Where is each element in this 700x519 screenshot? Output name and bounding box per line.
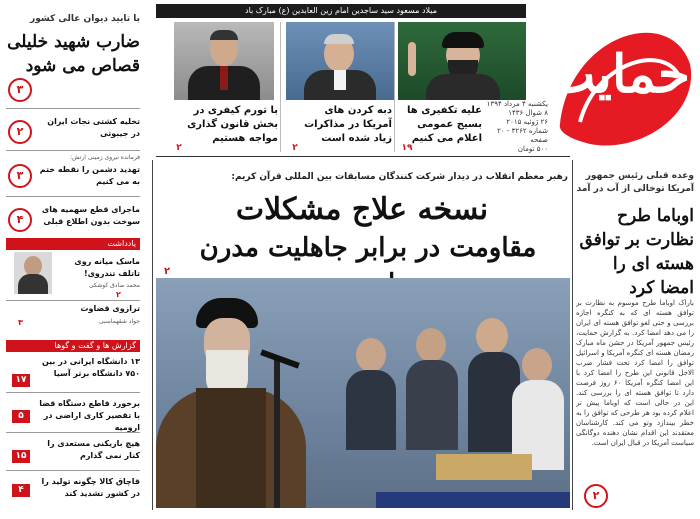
photo-leader [156, 278, 570, 508]
report-2-page: ۵ [12, 410, 30, 423]
note-2-page: ۳ [18, 318, 23, 327]
photo-bahonar [286, 22, 394, 100]
date-line-3: ۲۶ ژوئیه ۲۰۱۵ [506, 118, 548, 126]
report-1-page: ۱۷ [12, 374, 30, 387]
top-story-3[interactable]: با تورم کیفری در بخش قانون گذاری مواجه هستیم [187, 105, 278, 144]
report-3[interactable]: هیچ بازیکنی مستعدی را کنار نمی گذارم [47, 439, 140, 460]
left-item-2[interactable]: تهدید دشمن را نقطه ختم به می کنیم [39, 165, 140, 186]
main-story-headline-1[interactable]: نسخه علاج مشکلات [235, 192, 489, 227]
main-story-headline-2[interactable]: مقاومت در برابر جاهلیت مدرن [199, 233, 537, 263]
note-1-author: محمد صادق کوشکی [88, 282, 140, 289]
left-headline[interactable]: ضارب شهید خلیلی قصاص می شود [7, 32, 140, 76]
top-story-1-page: ۱۹ [401, 143, 413, 153]
reports-header: گزارش ها و گفت و گوها [6, 340, 140, 352]
note-2-author: جواد شقهماسبی [98, 318, 140, 325]
report-4-page: ۴ [12, 484, 30, 497]
price: ۵۰۰ تومان [517, 145, 548, 153]
top-story-1[interactable]: علیه تکفیری ها بسیج عمومی اعلام می کنیم [407, 105, 482, 144]
left-item-1-page: ۲ [8, 120, 32, 144]
right-story-headline[interactable]: اوباما طرح نظارت بر توافق هسته ای را امضا کرد [579, 206, 694, 298]
main-story-page: ۲ [164, 266, 171, 277]
report-4[interactable]: قاچاق کالا چگونه تولید را در کشور تشدید کند [41, 477, 140, 498]
right-story-kicker: وعده قبلی رئیس جمهور آمریکا توخالی از آب در آمد [576, 171, 694, 194]
date-line-2: ۸ شوال ۱۴۳۶ [508, 109, 548, 117]
left-item-3[interactable]: ماجرای قطع سهمیه های سوخت بدون اطلاع قبلی [41, 205, 140, 226]
right-story-body: باراک اوباما طرح موسوم به نظارت بر توافق هسته ای که به کنگره اجازه بررسی و حتی لغو توافق هسته ای ایران را می دهد امضا کرد. به گزارش حمایت، رئیس جمهور آمریکا در جشن ماه مبارک رمضان هسته ای کنگره آمریکا و اسرائیل توافق را امضا کرد تحت فشار ضرب الاجل قانونی این طرح را امضا کرد با این امضا کنگره آمریکا ۶۰ روز فرصت دارد تا توافق هسته ای را بررسی کند. این در حالی است که اوباما پیش تر اعلام کرده بود هر طرحی که توافق را به خطر بیندازد وتو می کند. کارشناسان معتقدند این اقدام نشان دهنده دوگانگی سیاست آمریکا در قبال ایران است. [576, 299, 694, 447]
author-photo-koushki [14, 252, 52, 294]
left-item-2-page: ۳ [8, 164, 32, 188]
report-2[interactable]: برخورد قاطع دستگاه قضا با تقصیر کاری اراضی در ارومیه [39, 399, 140, 432]
left-item-3-page: ۴ [8, 208, 32, 232]
note-2-title[interactable]: ترازوی قضاوت [80, 304, 140, 313]
date-line-1: یکشنبه ۴ مرداد ۱۳۹۴ [486, 100, 548, 108]
top-story-2[interactable]: دبه کردن های آمریکا در مذاکرات زیاد شده است [304, 105, 392, 144]
photo-nasrallah [398, 22, 526, 100]
top-story-3-page: ۲ [176, 143, 182, 153]
note-1-page: ۲ [116, 290, 121, 299]
notes-header: یادداشت [6, 238, 140, 250]
masthead [546, 4, 696, 152]
photo-speaker [174, 22, 274, 100]
top-banner-text: میلاد مسعود سید ساجدین امام زین العابدین (ع) مبارک باد [245, 6, 437, 15]
top-story-2-page: ۲ [292, 143, 298, 153]
main-story-kicker: رهبر معظم انقلاب در دیدار شرکت کنندگان مسابقات بین المللی قرآن کریم: [231, 172, 568, 182]
logo-text: حمایت [546, 44, 690, 105]
report-1[interactable]: ۱۳ دانشگاه ایرانی در بین ۷۵۰ دانشگاه برتر آسیا [41, 357, 140, 378]
left-kicker: با تایید دیوان عالی کشور [30, 14, 140, 24]
left-headline-page: ۳ [8, 78, 32, 102]
left-item-1[interactable]: تخلیه کشتی نجات ایران در جیبوتی [47, 117, 140, 138]
date-block [486, 100, 548, 154]
top-banner [156, 4, 526, 18]
report-3-page: ۱۵ [12, 450, 30, 463]
left-item-2-kicker: فرمانده نیروی زمینی ارتش: [70, 154, 140, 161]
issue-number: شماره ۳۲۶۲ - ۲۰ صفحه [497, 127, 548, 144]
right-story-page: ۲ [584, 484, 608, 508]
note-1-title[interactable]: ماسک میانه روی تاتلف تندروی! [74, 257, 140, 278]
